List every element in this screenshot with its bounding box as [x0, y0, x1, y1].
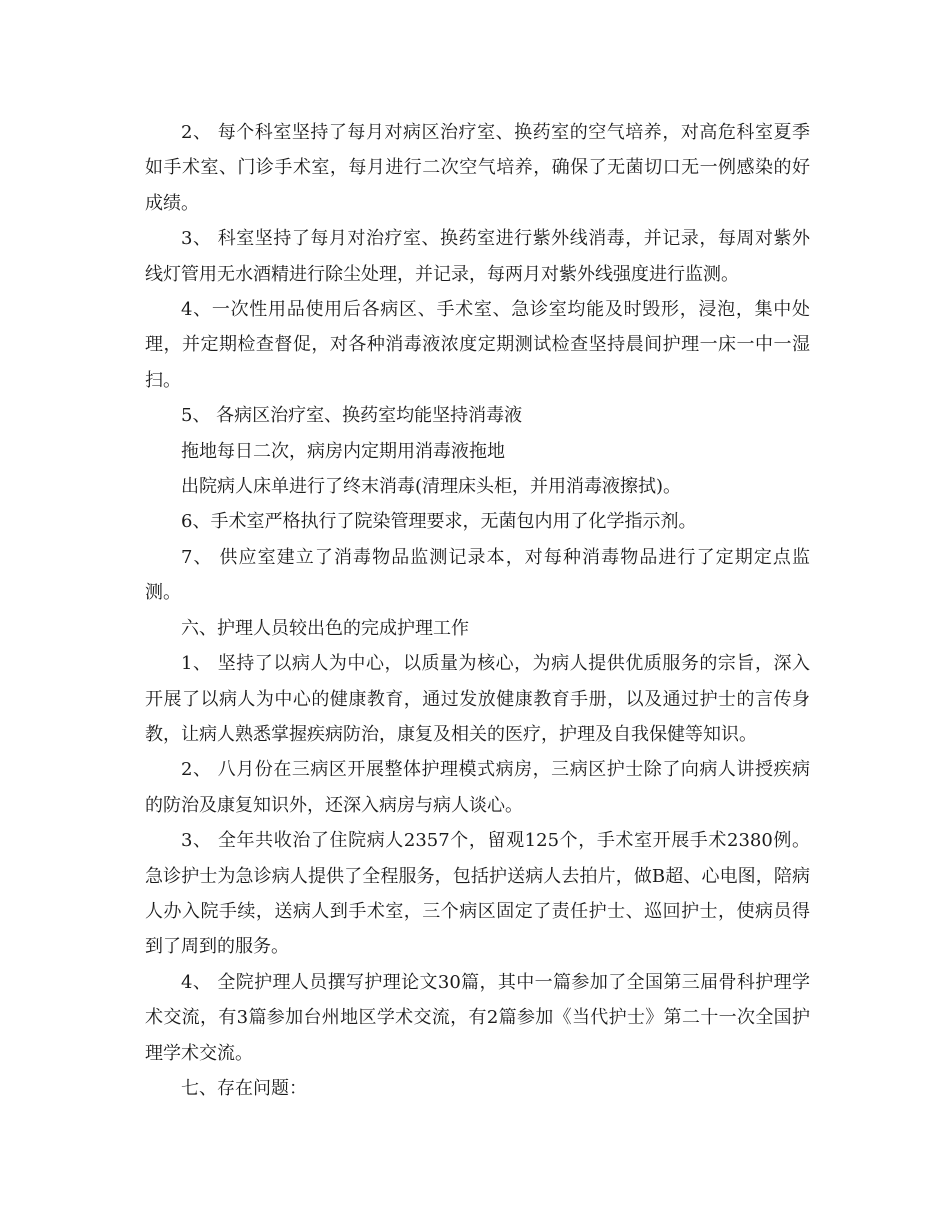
line-floor-mopping: 拖地每日二次，病房内定期用消毒液拖地	[181, 440, 505, 462]
paragraph-supply-room: 7、 供应室建立了消毒物品监测记录本，对每种消毒物品进行了定期定点监测。	[145, 546, 810, 604]
section-heading-nursing-work: 六、护理人员较出色的完成护理工作	[181, 617, 469, 639]
paragraph-annual-statistics: 3、 全年共收治了住院病人2357个，留观125个，手术室开展手术2380例。急诊护士为急诊病人提供了全程服务，包括护送病人去拍片，做B超、心电图，陪病人办入院手续，送病人到手术室，三个病区固定了责任护士、巡回护士，使病员得到了周到的服务。	[145, 830, 810, 958]
paragraph-patient-centered: 1、 坚持了以病人为中心，以质量为核心，为病人提供优质服务的宗旨，深入开展了以病人为中心的健康教育，通过发放健康教育手册，以及通过护士的言传身教，让病人熟悉掌握疾病防治，康复及相关的医疗，护理及自我保健等知识。	[145, 653, 810, 745]
paragraph-nursing-papers: 4、 全院护理人员撰写护理论文30篇，其中一篇参加了全国第三届骨科护理学术交流，有3篇参加台州地区学术交流，有2篇参加《当代护士》第二十一次全国护理学术交流。	[145, 971, 810, 1064]
line-treatment-room-disinfectant: 5、 各病区治疗室、换药室均能坚持消毒液	[181, 405, 523, 427]
section-heading-existing-problems: 七、存在问题：	[181, 1077, 307, 1099]
paragraph-disinfection-air-culture: 2、 每个科室坚持了每月对病区治疗室、换药室的空气培养，对高危科室夏季如手术室、门诊手术室，每月进行二次空气培养，确保了无菌切口无一例感染的好成绩。	[145, 122, 810, 214]
paragraph-disposable-items: 4、一次性用品使用后各病区、手术室、急诊室均能及时毁形，浸泡，集中处理，并定期检查督促，对各种消毒液浓度定期测试检查坚持晨间护理一床一中一湿扫。	[145, 299, 810, 391]
paragraph-operating-room: 6、手术室严格执行了院染管理要求，无菌包内用了化学指示剂。	[181, 511, 697, 533]
paragraph-holistic-care: 2、 八月份在三病区开展整体护理模式病房，三病区护士除了向病人讲授疾病的防治及康复知识外，还深入病房与病人谈心。	[145, 759, 810, 816]
line-terminal-disinfection: 出院病人床单进行了终末消毒(清理床头柜，并用消毒液擦拭)。	[181, 476, 682, 498]
document-body	[145, 115, 810, 1106]
paragraph-uv-disinfection: 3、 科室坚持了每月对治疗室、换药室进行紫外线消毒，并记录，每周对紫外线灯管用无水酒精进行除尘处理，并记录，每两月对紫外线强度进行监测。	[145, 228, 810, 285]
